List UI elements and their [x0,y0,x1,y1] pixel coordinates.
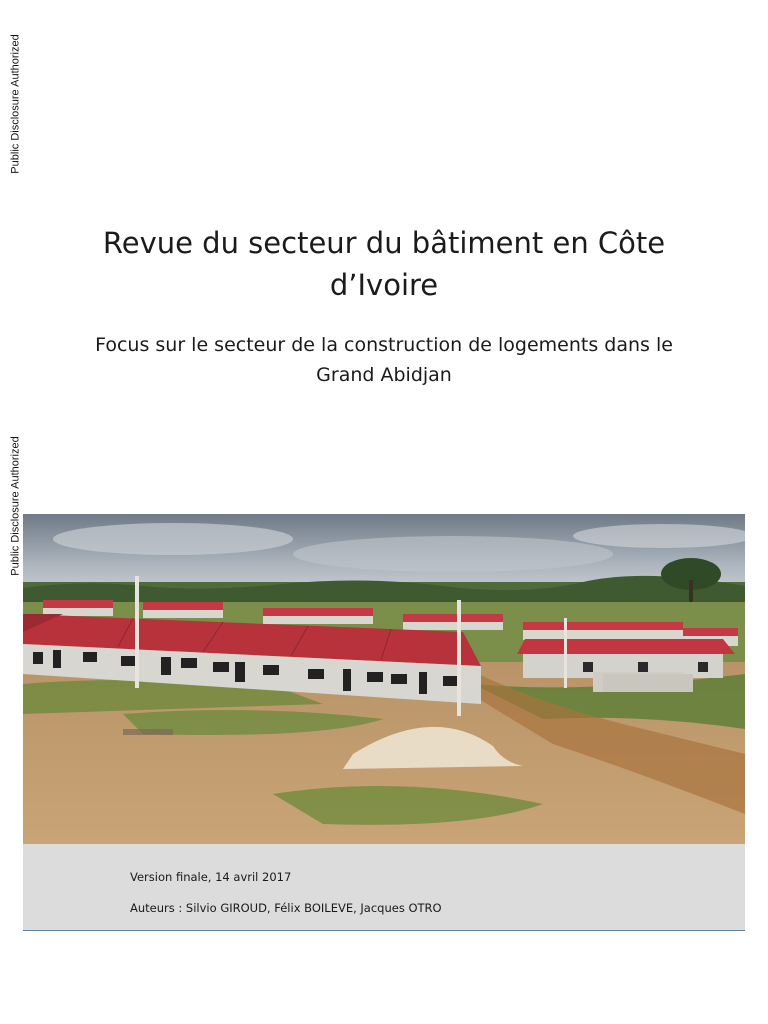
authors-line: Auteurs : Silvio GIROUD, Félix BOILEVE, Jacques OTRO [130,901,442,915]
disclosure-label-top [1,24,31,184]
disclosure-text-top: Public Disclosure Authorized [10,34,22,174]
cover-photo [23,514,745,844]
document-subtitle: Focus sur le secteur de la construction de logements dans le Grand Abidjan [95,334,673,386]
cover-footer [23,844,745,931]
disclosure-text-middle: Public Disclosure Authorized [10,436,22,576]
document-title: Revue du secteur du bâtiment en Côte d’Ivoire [102,226,666,302]
version-line: Version finale, 14 avril 2017 [130,870,292,884]
